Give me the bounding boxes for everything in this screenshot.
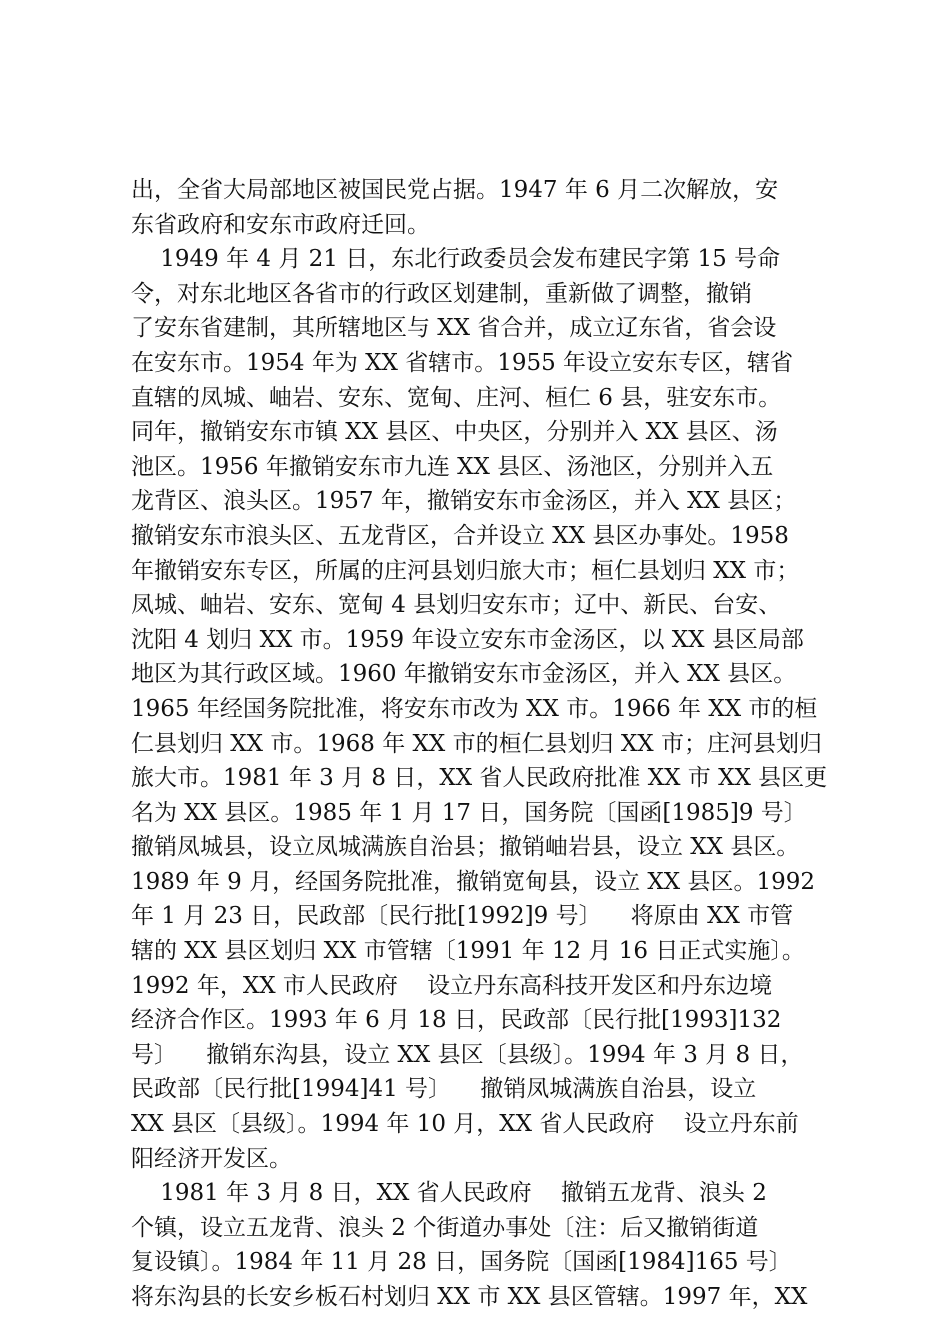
text-line: 在安东市。1954 年为 XX 省辖市。1955 年设立安东专区，辖省: [131, 349, 794, 376]
text-line: 龙背区、浪头区。1957 年，撤销安东市金汤区，并入 XX 县区；: [131, 488, 797, 515]
text-line: 出，全省大局部地区被国民党占据。1947 年 6 月二次解放，安: [131, 177, 779, 203]
text-line: 东省政府和安东市政府迁回。: [131, 211, 430, 238]
text-line: 年撤销安东专区，所属的庄河县划归旅大市；桓仁县划归 XX 市；: [131, 557, 800, 584]
text-line: 年 1 月 23 日，民政部〔民行批[1992]9 号〕 将原由 XX 市管: [131, 903, 794, 930]
text-line: 旅大市。1981 年 3 月 8 日，XX 省人民政府批准 XX 市 XX 县区更: [131, 765, 828, 792]
text-line: 1989 年 9 月，经国务院批准，撤销宽甸县，设立 XX 县区。1992: [131, 868, 816, 895]
text-line: 地区为其行政区域。1960 年撤销安东市金汤区，并入 XX 县区。: [131, 661, 797, 688]
text-line: 撤销凤城县，设立凤城满族自治县；撤销岫岩县，设立 XX 县区。: [131, 834, 800, 861]
text-line: 个镇，设立五龙背、浪头 2 个街道办事处〔注：后又撤销街道: [131, 1214, 759, 1241]
text-line: 1965 年经国务院批准，将安东市改为 XX 市。1966 年 XX 市的桓: [131, 695, 818, 722]
text-line: 民政部〔民行批[1994]41 号〕 撤销凤城满族自治县，设立: [131, 1076, 757, 1103]
text-line: 经济合作区。1993 年 6 月 18 日，民政部〔民行批[1993]132: [131, 1007, 782, 1034]
text-line: 令，对东北地区各省市的行政区划建制，重新做了调整，撤销: [131, 280, 752, 307]
text-line: 复设镇〕。1984 年 11 月 28 日，国务院〔国函[1984]165 号〕: [131, 1249, 792, 1276]
text-line: 1981 年 3 月 8 日，XX 省人民政府 撤销五龙背、浪头 2: [131, 1180, 767, 1207]
text-line: XX 县区〔县级〕。1994 年 10 月，XX 省人民政府 设立丹东前: [131, 1111, 799, 1138]
document-body: [131, 173, 831, 1315]
text-line: 沈阳 4 划归 XX 市。1959 年设立安东市金汤区，以 XX 县区局部: [131, 626, 804, 653]
text-line: 1992 年，XX 市人民政府 设立丹东高科技开发区和丹东边境: [131, 972, 773, 999]
text-line: 辖的 XX 县区划归 XX 市管辖〔1991 年 12 月 16 日正式实施〕。: [131, 938, 805, 965]
text-line: 同年，撤销安东市镇 XX 县区、中央区，分别并入 XX 县区、汤: [131, 419, 778, 446]
text-line: 池区。1956 年撤销安东市九连 XX 县区、汤池区，分别并入五: [131, 453, 774, 480]
text-line: 仁县划归 XX 市。1968 年 XX 市的桓仁县划归 XX 市；庄河县划归: [131, 730, 822, 757]
text-line: 名为 XX 县区。1985 年 1 月 17 日，国务院〔国函[1985]9 号〕: [131, 799, 807, 826]
text-line: 直辖的凤城、岫岩、安东、宽甸、庄河、桓仁 6 县，驻安东市。: [131, 384, 782, 411]
text-line: 了安东省建制，其所辖地区与 XX 省合并，成立辽东省，省会设: [131, 315, 777, 342]
text-line: 将东沟县的长安乡板石村划归 XX 市 XX 县区管辖。1997 年，XX: [131, 1284, 808, 1310]
text-line: 号〕 撤销东沟县，设立 XX 县区〔县级〕。1994 年 3 月 8 日，: [131, 1041, 804, 1068]
text-line: 撤销安东市浪头区、五龙背区，合并设立 XX 县区办事处。1958: [131, 522, 789, 549]
text-line: 1949 年 4 月 21 日，东北行政委员会发布建民字第 15 号命: [131, 246, 781, 273]
text-line: 凤城、岫岩、安东、宽甸 4 县划归安东市；辽中、新民、台安、: [131, 592, 782, 619]
text-line: 阳经济开发区。: [131, 1145, 292, 1172]
